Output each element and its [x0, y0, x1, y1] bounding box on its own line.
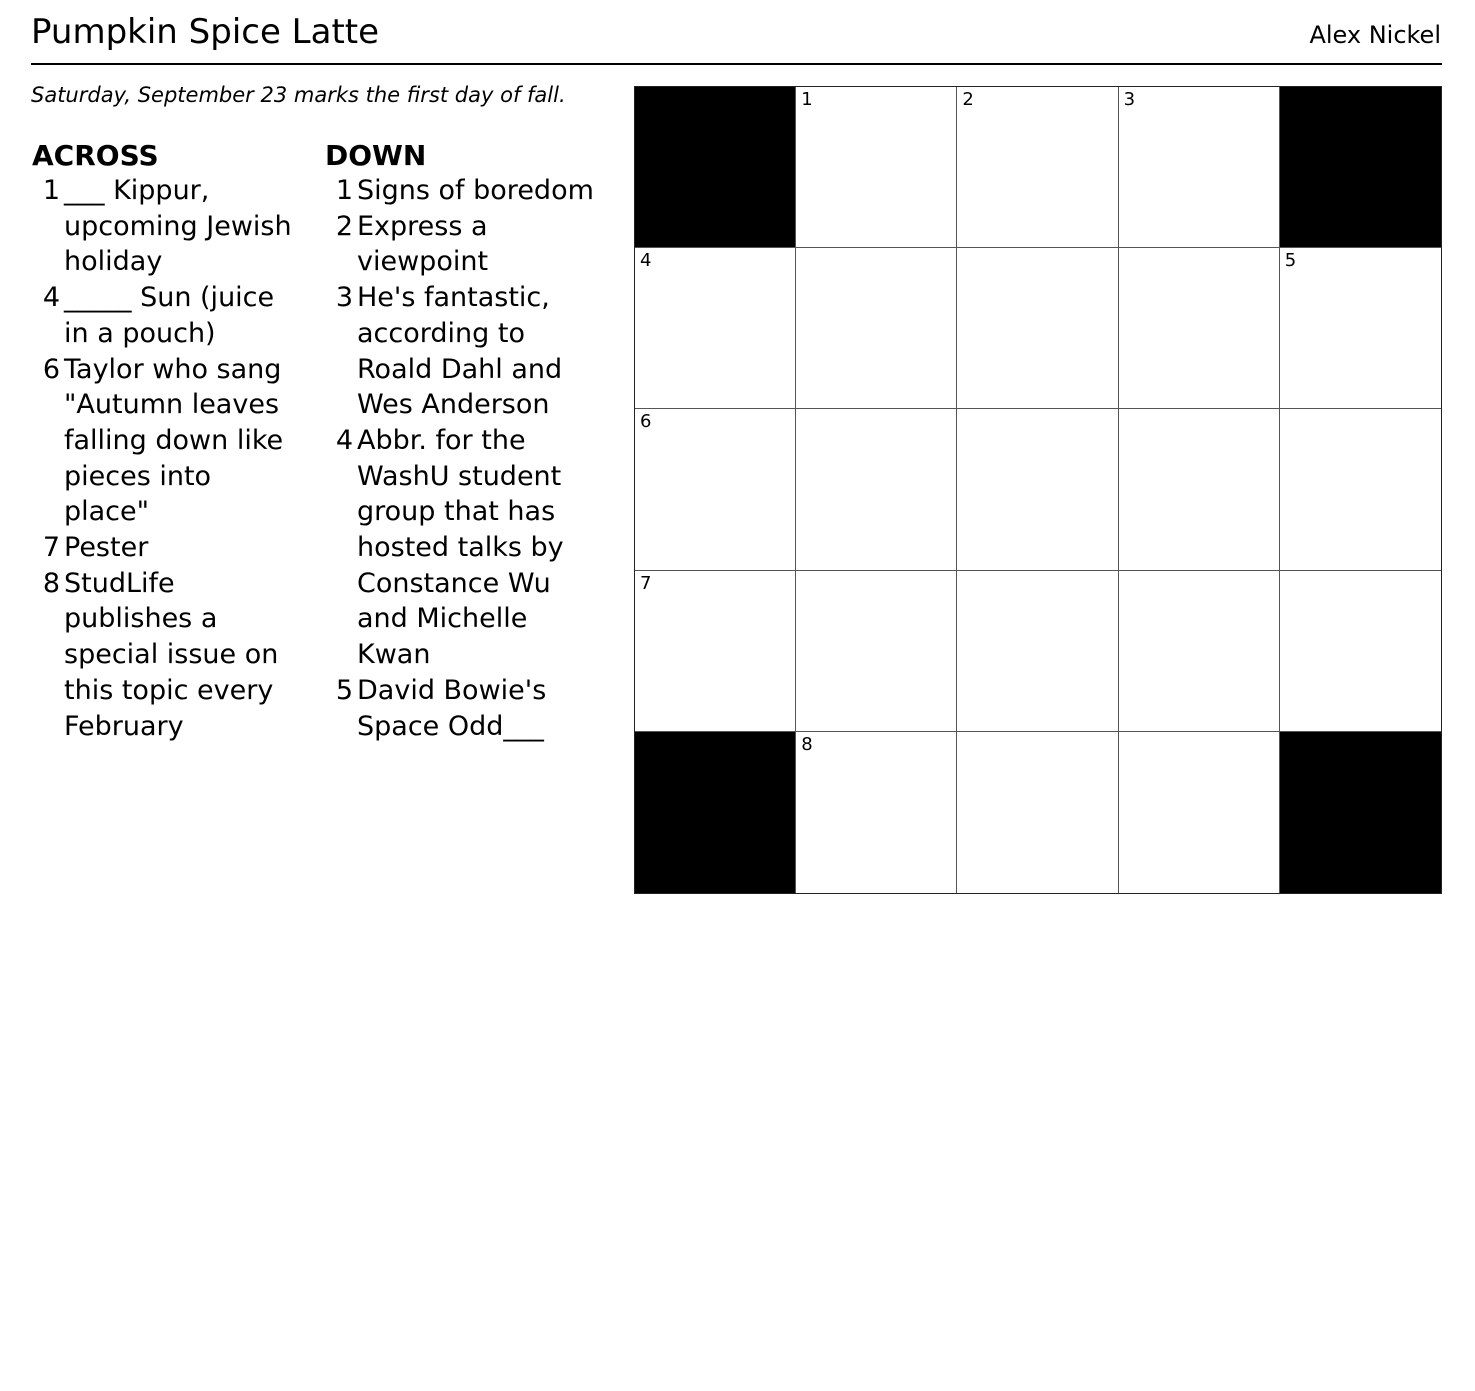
grid-cell[interactable]: [1119, 409, 1280, 570]
grid-block: [1280, 87, 1441, 248]
grid-block: [1280, 732, 1441, 893]
cell-number: 7: [640, 572, 652, 594]
grid-cell[interactable]: [957, 409, 1118, 570]
grid-cell[interactable]: [1280, 409, 1441, 570]
clue-number: 4: [42, 282, 60, 314]
grid-cell[interactable]: [1280, 571, 1441, 732]
down-clue[interactable]: [324, 209, 596, 280]
clue-text: Signs of boredom: [357, 175, 594, 206]
clue-text: _____ Sun (juice in a pouch): [64, 282, 275, 349]
clue-text: Taylor who sang "Autumn leaves falling down like pieces into place": [64, 353, 284, 528]
across-clue[interactable]: [31, 173, 301, 280]
down-clue-list: [324, 173, 596, 744]
puzzle-author: Alex Nickel: [1309, 21, 1441, 49]
clue-number: 7: [42, 532, 60, 564]
clue-number: 6: [42, 353, 60, 385]
grid-block: [635, 87, 796, 248]
clue-text: Express a viewpoint: [357, 210, 489, 278]
cell-number: 4: [640, 250, 652, 272]
grid-cell[interactable]: [1119, 248, 1280, 409]
grid-cell[interactable]: [957, 87, 1118, 248]
down-heading: DOWN: [325, 139, 427, 172]
grid-cell[interactable]: [796, 409, 957, 570]
down-clue[interactable]: [324, 423, 596, 673]
across-clue[interactable]: [31, 530, 301, 566]
grid-cell[interactable]: [957, 248, 1118, 409]
grid-cell[interactable]: [635, 571, 796, 732]
grid-cell[interactable]: [635, 409, 796, 570]
across-clue[interactable]: [31, 566, 301, 745]
puzzle-title: Pumpkin Spice Latte: [31, 12, 380, 52]
clue-number: 4: [335, 424, 353, 456]
clue-number: 2: [335, 210, 353, 242]
cell-number: 8: [801, 733, 813, 755]
grid-cell[interactable]: [796, 732, 957, 893]
crossword-grid: [634, 86, 1442, 894]
across-clue-list: [31, 173, 301, 744]
grid-cell[interactable]: [796, 87, 957, 248]
across-heading: ACROSS: [32, 139, 159, 172]
grid-cell[interactable]: [1119, 87, 1280, 248]
down-clue[interactable]: [324, 280, 596, 423]
clue-number: 5: [335, 674, 353, 706]
across-clues: [31, 138, 301, 744]
across-clue[interactable]: [31, 352, 301, 531]
clue-number: 3: [335, 282, 353, 314]
clue-text: David Bowie's Space Odd___: [357, 674, 547, 742]
clue-text: He's fantastic, according to Roald Dahl and Wes Anderson: [357, 282, 563, 421]
clue-number: 8: [42, 567, 60, 599]
grid-cell[interactable]: [1280, 248, 1441, 409]
down-clue[interactable]: [324, 673, 596, 744]
down-clue[interactable]: [324, 173, 596, 209]
grid-cell[interactable]: [1119, 732, 1280, 893]
grid-cell[interactable]: [957, 571, 1118, 732]
cell-number: 2: [962, 89, 974, 110]
clue-number: 1: [335, 175, 353, 206]
puzzle-note: Saturday, September 23 marks the first day of fall.: [31, 83, 566, 107]
clue-text: Abbr. for the WashU student group that has hosted talks by Constance Wu and Michelle Kwan: [357, 424, 564, 671]
cell-number: 3: [1123, 89, 1136, 110]
grid-cell[interactable]: [796, 248, 957, 409]
cell-number: 1: [801, 89, 813, 110]
cell-number: 5: [1284, 250, 1297, 272]
down-clues: [324, 138, 596, 744]
across-clue[interactable]: [31, 280, 301, 351]
grid-cell[interactable]: [635, 248, 796, 409]
header-divider: [31, 63, 1442, 65]
grid-cell[interactable]: [1119, 571, 1280, 732]
clue-text: ___ Kippur, upcoming Jewish holiday: [64, 175, 292, 278]
grid-cell[interactable]: [796, 571, 957, 732]
clue-number: 1: [42, 175, 60, 206]
clue-text: Pester: [64, 532, 149, 564]
grid-cell[interactable]: [957, 732, 1118, 893]
clue-text: StudLife publishes a special issue on this topic every February: [64, 567, 279, 742]
cell-number: 6: [640, 411, 652, 433]
grid-block: [635, 732, 796, 893]
